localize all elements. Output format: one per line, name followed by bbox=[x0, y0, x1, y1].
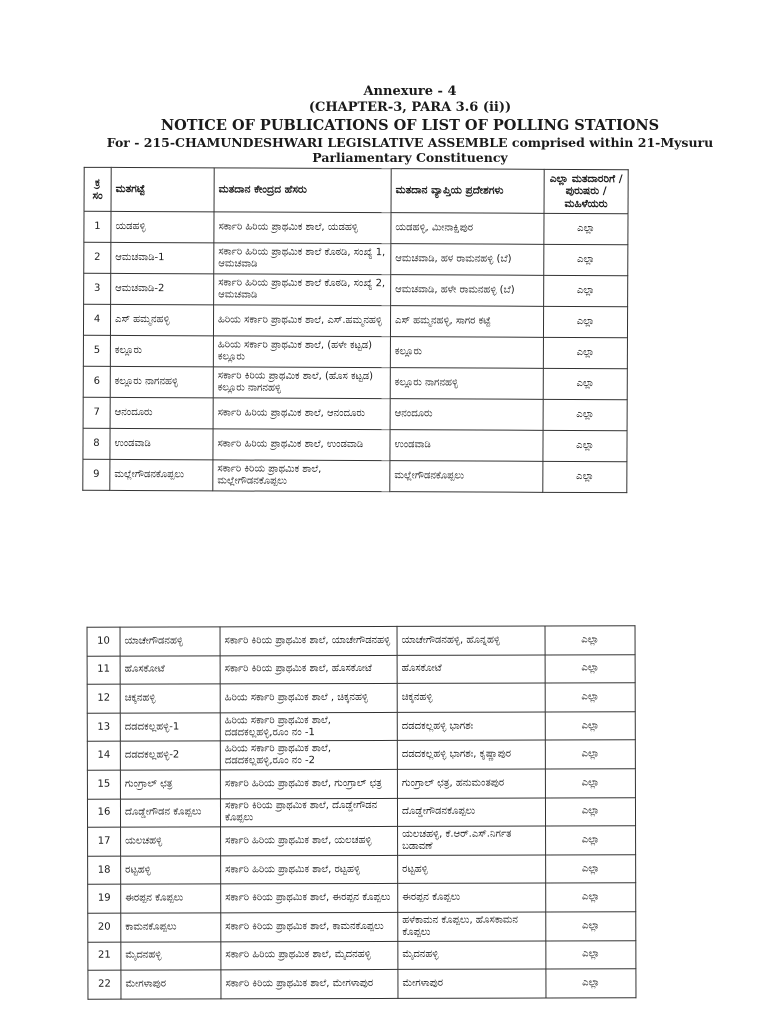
cell-center-name: ಸರ್ಕಾರಿ ಕಿರಿಯ ಪ್ರಾಥಮಿಕ ಶಾಲೆ, ಮೇಗಳಾಪುರ bbox=[221, 970, 398, 999]
table-body-page1 bbox=[83, 211, 628, 492]
cell-voters: ಎಲ್ಲಾ bbox=[546, 969, 636, 998]
cell-voters: ಎಲ್ಲಾ bbox=[546, 940, 636, 969]
cell-station: ಯಲಚಹಳ್ಳಿ bbox=[121, 827, 221, 856]
cell-voters: ಎಲ್ಲಾ bbox=[546, 883, 636, 912]
cell-area: ಕಲ್ಲೂರು bbox=[390, 337, 543, 369]
cell-station: ಆಮಚವಾಡಿ-2 bbox=[111, 273, 214, 304]
cell-serial: 21 bbox=[88, 942, 121, 971]
col-header-station: ಮತಗಟ್ಟೆ bbox=[111, 167, 214, 211]
cell-station: ಕಲ್ಲೂರು bbox=[110, 335, 213, 366]
cell-voters: ಎಲ್ಲಾ bbox=[545, 797, 635, 826]
table-row bbox=[83, 304, 627, 337]
cell-area: ಆನಂದೂರು bbox=[390, 399, 543, 431]
table-row bbox=[88, 883, 636, 913]
cell-station: ದೊಡ್ಡೇಗೌಡನ ಕೊಪ್ಪಲು bbox=[120, 798, 220, 827]
cell-area: ಹಳೆಕಾಮನ ಕೊಪ್ಪಲು, ಹೊಸಕಾಮನ ಕೊಪ್ಪಲು bbox=[398, 912, 546, 941]
table-row bbox=[83, 335, 627, 368]
cell-center-name: ಸರ್ಕಾರಿ ಹಿರಿಯ ಪ್ರಾಥಮಿಕ ಶಾಲೆ, ಯಲಚಹಳ್ಳಿ bbox=[221, 827, 398, 856]
cell-center-name: ಸರ್ಕಾರಿ ಕಿರಿಯ ಪ್ರಾಥಮಿಕ ಶಾಲೆ, ಈರಪ್ಪನ ಕೊಪ್ಪಲು bbox=[221, 884, 398, 913]
cell-serial: 17 bbox=[88, 827, 121, 856]
col-header-area: ಮತದಾನ ವ್ಯಾಪ್ತಿಯ ಪ್ರದೇಶಗಳು bbox=[391, 169, 544, 214]
table-row bbox=[84, 242, 628, 275]
cell-area: ರಟ್ಟಹಳ್ಳಿ bbox=[398, 855, 546, 884]
cell-serial: 12 bbox=[87, 684, 120, 713]
cell-serial: 2 bbox=[84, 242, 111, 273]
cell-voters: ಎಲ್ಲಾ bbox=[543, 306, 627, 337]
cell-voters: ಎಲ್ಲಾ bbox=[545, 626, 635, 655]
table-row bbox=[88, 940, 636, 970]
cell-station: ಆನಂದೂರು bbox=[110, 397, 213, 428]
document-title: NOTICE OF PUBLICATIONS OF LIST OF POLLING STATIONS bbox=[160, 116, 660, 134]
cell-area: ಈರಪ್ಪನ ಕೊಪ್ಪಲು bbox=[398, 883, 546, 912]
table-row bbox=[87, 654, 635, 684]
cell-voters: ಎಲ್ಲಾ bbox=[544, 275, 628, 306]
cell-serial: 13 bbox=[87, 713, 120, 742]
cell-serial: 18 bbox=[88, 856, 121, 885]
polling-stations-table-page1 bbox=[82, 167, 628, 493]
cell-voters: ಎಲ್ಲಾ bbox=[543, 430, 627, 461]
cell-station: ಉಂಡವಾಡಿ bbox=[110, 428, 213, 459]
cell-voters: ಎಲ್ಲಾ bbox=[545, 740, 635, 769]
cell-area: ಆಮಚವಾಡಿ, ಹಳ ರಾಮನಹಳ್ಳಿ (ಬೆ) bbox=[391, 244, 544, 276]
table-row bbox=[87, 683, 635, 713]
cell-station: ಯಡಹಳ್ಳಿ bbox=[111, 211, 214, 242]
cell-voters: ಎಲ್ಲಾ bbox=[545, 769, 635, 798]
cell-serial: 7 bbox=[83, 397, 110, 428]
table-row bbox=[88, 969, 636, 999]
cell-center-name: ಹಿರಿಯ ಸರ್ಕಾರಿ ಪ್ರಾಥಮಿಕ ಶಾಲೆ, (ಹಳೇ ಕಟ್ಟಡ) ಕಲ್ಲೂರು bbox=[213, 336, 390, 368]
cell-center-name: ಹಿರಿಯ ಸರ್ಕಾರಿ ಪ್ರಾಥಮಿಕ ಶಾಲೆ , ಚಿಕ್ಕನಹಳ್ಳಿ bbox=[220, 684, 397, 713]
cell-area: ಯಾಚೇಗೌಡನಹಳ್ಳಿ, ಹೊನ್ನಹಳ್ಳಿ bbox=[397, 626, 545, 655]
table-row bbox=[87, 626, 635, 656]
cell-center-name: ಸರ್ಕಾರಿ ಹಿರಿಯ ಪ್ರಾಥಮಿಕ ಶಾಲೆ ಕೊಠಡಿ, ಸಂಖ್ಯೆ 2, ಆಮಚವಾಡಿ bbox=[214, 274, 391, 306]
table-row bbox=[88, 912, 636, 942]
cell-voters: ಎಲ್ಲಾ bbox=[546, 826, 636, 855]
document-header bbox=[60, 84, 760, 166]
cell-station: ಕಲ್ಲೂರು ನಾಗನಹಳ್ಳಿ bbox=[110, 366, 213, 397]
table-row bbox=[88, 826, 636, 856]
cell-serial: 20 bbox=[88, 913, 121, 942]
cell-area: ಚಿಕ್ಕನಹಳ್ಳಿ bbox=[397, 683, 545, 712]
cell-serial: 16 bbox=[87, 799, 120, 828]
cell-area: ಆಮಚವಾಡಿ, ಹಳೇ ರಾಮನಹಳ್ಳಿ (ಬೆ) bbox=[391, 275, 544, 307]
cell-center-name: ಹಿರಿಯ ಸರ್ಕಾರಿ ಪ್ರಾಥಮಿಕ ಶಾಲೆ, ಎಸ್.ಹಮ್ಮನಹಳ್ಳಿ bbox=[213, 305, 390, 337]
chapter-label: (CHAPTER-3, PARA 3.6 (ii)) bbox=[308, 100, 512, 116]
constituency-line: For - 215-CHAMUNDESHWARI LEGISLATIVE ASSEMBLE comprised within 21-Mysuru bbox=[106, 134, 714, 150]
table-row bbox=[84, 211, 628, 244]
cell-center-name: ಸರ್ಕಾರಿ ಕಿರಿಯ ಪ್ರಾಥಮಿಕ ಶಾಲೆ, (ಹೊಸ ಕಟ್ಟಡ) ಕಲ್ಲೂರು ನಾಗನಹಳ್ಳಿ bbox=[213, 367, 390, 399]
table-row bbox=[83, 397, 627, 430]
cell-serial: 6 bbox=[83, 366, 110, 397]
cell-center-name: ಸರ್ಕಾರಿ ಕಿರಿಯ ಪ್ರಾಥಮಿಕ ಶಾಲೆ, ಕಾಮನಕೊಪ್ಪಲು bbox=[221, 912, 398, 941]
table-row bbox=[87, 797, 635, 827]
cell-serial: 4 bbox=[83, 304, 110, 335]
cell-station: ಗುಂಗ್ರಾಲ್ ಛತ್ರ bbox=[120, 770, 220, 799]
cell-serial: 10 bbox=[87, 627, 120, 656]
cell-area: ಗುಂಗ್ರಾಲ್ ಛತ್ರ, ಹನುಮಂತಪುರ bbox=[397, 769, 545, 798]
cell-area: ಮೇಗಳಾಪುರ bbox=[398, 969, 546, 998]
cell-serial: 19 bbox=[88, 884, 121, 913]
cell-serial: 9 bbox=[83, 459, 110, 490]
col-header-serial: ಕ್ರ ಸಂ bbox=[84, 167, 111, 211]
cell-voters: ಎಲ್ಲಾ bbox=[545, 654, 635, 683]
cell-area: ಮಲ್ಲೇಗೌಡನಕೊಪ್ಪಲು bbox=[390, 461, 543, 493]
cell-center-name: ಸರ್ಕಾರಿ ಹಿರಿಯ ಪ್ರಾಥಮಿಕ ಶಾಲೆ, ಮೈದನಹಳ್ಳಿ bbox=[221, 941, 398, 970]
cell-center-name: ಸರ್ಕಾರಿ ಕಿರಿಯ ಪ್ರಾಥಮಿಕ ಶಾಲೆ, ಮಲ್ಲೇಗೌಡನಕೊಪ್ಪಲು bbox=[213, 460, 390, 492]
cell-area: ಉಂಡವಾಡಿ bbox=[390, 430, 543, 462]
cell-voters: ಎಲ್ಲಾ bbox=[543, 337, 627, 368]
cell-station: ದಡದಕಲ್ಲಹಳ್ಳಿ-1 bbox=[120, 713, 220, 742]
cell-station: ಆಮಚವಾಡಿ-1 bbox=[111, 242, 214, 273]
table-row bbox=[83, 459, 627, 492]
table-row bbox=[87, 740, 635, 770]
cell-station: ಚಿಕ್ಕನಹಳ್ಳಿ bbox=[120, 684, 220, 713]
cell-serial: 3 bbox=[84, 273, 111, 304]
cell-center-name: ಸರ್ಕಾರಿ ಹಿರಿಯ ಪ್ರಾಥಮಿಕ ಶಾಲೆ, ರಟ್ಟಹಳ್ಳಿ bbox=[221, 855, 398, 884]
annexure-label: Annexure - 4 bbox=[363, 84, 457, 99]
cell-station: ಕಾಮನಕೊಪ್ಪಲು bbox=[121, 913, 221, 942]
cell-center-name: ಸರ್ಕಾರಿ ಹಿರಿಯ ಪ್ರಾಥಮಿಕ ಶಾಲೆ ಕೊಠಡಿ, ಸಂಖ್ಯೆ 1, ಆಮಚವಾಡಿ bbox=[214, 243, 391, 275]
table-header-row bbox=[84, 167, 628, 213]
table-row bbox=[87, 712, 635, 742]
cell-voters: ಎಲ್ಲಾ bbox=[544, 244, 628, 275]
cell-station: ರಟ್ಟಹಳ್ಳಿ bbox=[121, 856, 221, 885]
cell-station: ಮೇಗಳಾಪುರ bbox=[121, 970, 221, 999]
cell-serial: 8 bbox=[83, 428, 110, 459]
col-header-center-name: ಮತದಾನ ಕೇಂದ್ರದ ಹೆಸರು bbox=[214, 168, 391, 213]
cell-center-name: ಸರ್ಕಾರಿ ಹಿರಿಯ ಪ್ರಾಥಮಿಕ ಶಾಲೆ, ಯಡಹಳ್ಳಿ bbox=[214, 212, 391, 244]
cell-serial: 1 bbox=[84, 211, 111, 242]
polling-stations-table-page2 bbox=[87, 625, 637, 999]
cell-center-name: ಸರ್ಕಾರಿ ಕಿರಿಯ ಪ್ರಾಥಮಿಕ ಶಾಲೆ, ಹೊಸಕೋಟೆ bbox=[220, 655, 397, 684]
cell-center-name: ಸರ್ಕಾರಿ ಹಿರಿಯ ಪ್ರಾಥಮಿಕ ಶಾಲೆ, ಗುಂಗ್ರಾಲ್ ಛತ್ರ bbox=[220, 769, 397, 798]
constituency-type: Parliamentary Constituency bbox=[312, 150, 508, 166]
cell-voters: ಎಲ್ಲಾ bbox=[543, 399, 627, 430]
cell-area: ಎಸ್ ಹಮ್ಮನಹಳ್ಳಿ, ಸಾಗರ ಕಟ್ಟೆ bbox=[390, 306, 543, 338]
cell-station: ಎಸ್ ಹಮ್ಮನಹಳ್ಳಿ bbox=[110, 304, 213, 335]
cell-area: ಯಡಹಳ್ಳಿ, ಮೀನಾಕ್ಷಿಪುರ bbox=[391, 213, 544, 245]
cell-serial: 14 bbox=[87, 742, 120, 771]
cell-station: ಹೊಸಕೋಟೆ bbox=[120, 655, 220, 684]
cell-center-name: ಸರ್ಕಾರಿ ಹಿರಿಯ ಪ್ರಾಥಮಿಕ ಶಾಲೆ, ಉಂಡವಾಡಿ bbox=[213, 429, 390, 461]
cell-serial: 15 bbox=[87, 770, 120, 799]
cell-serial: 11 bbox=[87, 656, 120, 685]
cell-area: ಮೈದನಹಳ್ಳಿ bbox=[398, 941, 546, 970]
cell-center-name: ಸರ್ಕಾರಿ ಹಿರಿಯ ಪ್ರಾಥಮಿಕ ಶಾಲೆ, ಆನಂದೂರು bbox=[213, 398, 390, 430]
cell-voters: ಎಲ್ಲಾ bbox=[543, 461, 627, 492]
cell-voters: ಎಲ್ಲಾ bbox=[545, 712, 635, 741]
cell-voters: ಎಲ್ಲಾ bbox=[544, 213, 628, 244]
col-header-voters: ಎಲ್ಲಾ ಮತದಾರರಿಗೆ / ಪುರುಷರು / ಮಹಿಳೆಯರು bbox=[544, 169, 628, 213]
cell-area: ಕಲ್ಲೂರು ನಾಗನಹಳ್ಳಿ bbox=[390, 368, 543, 400]
cell-station: ಈರಪ್ಪನ ಕೊಪ್ಪಲು bbox=[121, 884, 221, 913]
cell-area: ದಡದಕಲ್ಲಹಳ್ಳಿ ಭಾಗಶಃ, ಕೃಷ್ಣಾಪುರ bbox=[397, 740, 545, 769]
table-body-page2 bbox=[87, 626, 636, 999]
table-row bbox=[83, 428, 627, 461]
table-row bbox=[87, 769, 635, 799]
cell-serial: 22 bbox=[88, 970, 121, 999]
cell-center-name: ಹಿರಿಯ ಸರ್ಕಾರಿ ಪ್ರಾಥಮಿಕ ಶಾಲೆ, ದಡದಕಲ್ಲಹಳ್ಳಿ,ರೂಂ ನಂ -2 bbox=[220, 741, 397, 770]
cell-voters: ಎಲ್ಲಾ bbox=[546, 855, 636, 884]
cell-area: ದೊಡ್ಡೇಗೌಡನಕೊಪ್ಪಲು bbox=[397, 798, 545, 827]
cell-area: ದಡದಕಲ್ಲಹಳ್ಳಿ ಭಾಗಶಃ bbox=[397, 712, 545, 741]
cell-voters: ಎಲ್ಲಾ bbox=[545, 683, 635, 712]
cell-voters: ಎಲ್ಲಾ bbox=[543, 368, 627, 399]
table-row bbox=[83, 366, 627, 399]
table-row bbox=[84, 273, 628, 306]
cell-station: ಯಾಚೇಗೌಡನಹಳ್ಳಿ bbox=[120, 627, 220, 656]
table-row bbox=[88, 855, 636, 885]
cell-station: ಮಲ್ಲೇಗೌಡನಕೊಪ್ಪಲು bbox=[110, 459, 213, 490]
cell-voters: ಎಲ್ಲಾ bbox=[546, 912, 636, 941]
cell-center-name: ಸರ್ಕಾರಿ ಕಿರಿಯ ಪ್ರಾಥಮಿಕ ಶಾಲೆ, ದೊಡ್ಡೇಗೌಡನ ಕೊಪ್ಪಲು bbox=[220, 798, 397, 827]
cell-center-name: ಸರ್ಕಾರಿ ಕಿರಿಯ ಪ್ರಾಥಮಿಕ ಶಾಲೆ, ಯಾಚೇಗೌಡನಹಳ್ಳಿ bbox=[220, 626, 397, 655]
cell-station: ದಡದಕಲ್ಲಹಳ್ಳಿ-2 bbox=[120, 741, 220, 770]
cell-serial: 5 bbox=[83, 335, 110, 366]
cell-center-name: ಹಿರಿಯ ಸರ್ಕಾರಿ ಪ್ರಾಥಮಿಕ ಶಾಲೆ, ದಡದಕಲ್ಲಹಳ್ಳಿ,ರೂಂ ನಂ -1 bbox=[220, 712, 397, 741]
cell-area: ಹೊಸಕೋಟೆ bbox=[397, 655, 545, 684]
cell-area: ಯಲಚಹಳ್ಳಿ, ಕೆ.ಆರ್.ಎಸ್.ನಿರ್ಗತ ಬಡಾವಣೆ bbox=[398, 826, 546, 855]
cell-station: ಮೈದನಹಳ್ಳಿ bbox=[121, 941, 221, 970]
